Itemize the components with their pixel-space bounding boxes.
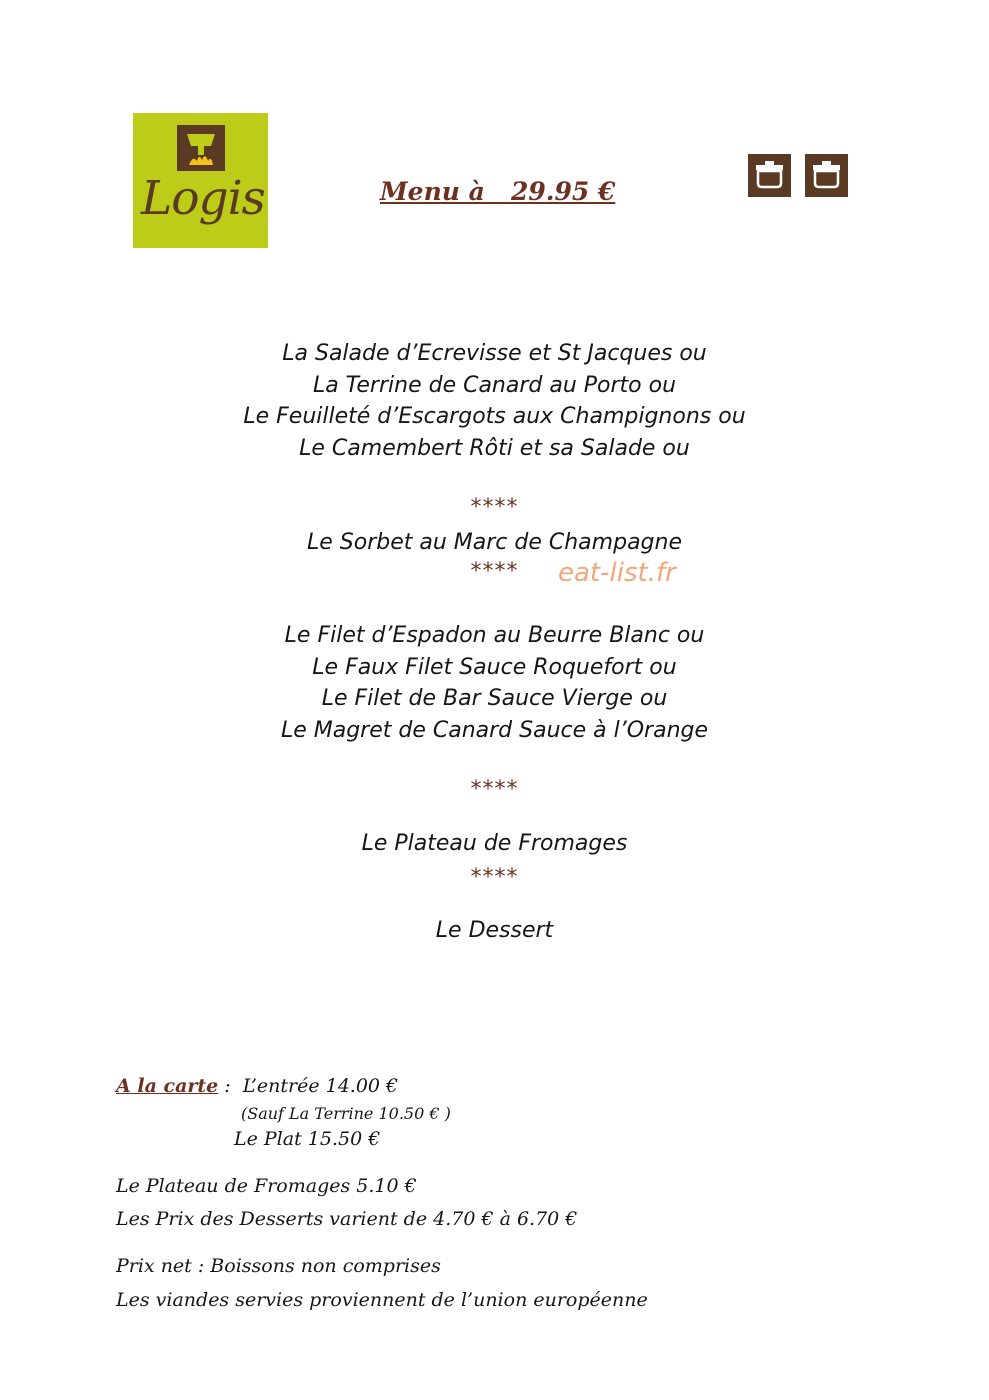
plat-price: Le Plat 15.50 € xyxy=(234,1128,381,1150)
separator-stars: **** xyxy=(470,865,519,890)
plat-item: Le Filet de Bar Sauce Vierge ou xyxy=(321,686,668,711)
entree-price: L’entrée 14.00 € xyxy=(242,1075,399,1097)
entree-item: La Salade d’Ecrevisse et St Jacques ou xyxy=(282,341,707,366)
a-la-carte-line xyxy=(116,1075,398,1097)
logo-wordmark: Logis xyxy=(141,171,265,226)
menu-title: Menu à 29.95 € xyxy=(380,177,616,206)
separator-stars: **** xyxy=(470,559,519,584)
entree-item: Le Camembert Rôti et sa Salade ou xyxy=(299,436,690,461)
plat-item: Le Magret de Canard Sauce à l’Orange xyxy=(280,718,709,743)
prix-net-note: Prix net : Boissons non comprises xyxy=(116,1255,441,1277)
watermark: eat-list.fr xyxy=(558,558,676,588)
desserts-price: Les Prix des Desserts varient de 4.70 € à 6.70 € xyxy=(116,1208,578,1230)
plat-item: Le Filet d’Espadon au Beurre Blanc ou xyxy=(284,623,705,648)
cooking-pot-icon xyxy=(805,154,848,197)
viandes-origin-note: Les viandes servies proviennent de l’union européenne xyxy=(116,1289,648,1311)
fromages-price: Le Plateau de Fromages 5.10 € xyxy=(116,1175,417,1197)
lamp-fire-icon xyxy=(177,125,225,171)
separator-stars: **** xyxy=(470,777,519,802)
entree-item: La Terrine de Canard au Porto ou xyxy=(312,373,677,398)
a-la-carte-separator: : xyxy=(218,1075,243,1097)
dessert-item: Le Dessert xyxy=(435,918,554,943)
cooking-pot-icon xyxy=(748,154,791,197)
sorbet-item: Le Sorbet au Marc de Champagne xyxy=(307,530,682,555)
fromages-item: Le Plateau de Fromages xyxy=(361,831,628,856)
logis-logo xyxy=(133,113,268,248)
entree-item: Le Feuilleté d’Escargots aux Champignons ou xyxy=(243,404,746,429)
separator-stars: **** xyxy=(470,495,519,520)
plat-item: Le Faux Filet Sauce Roquefort ou xyxy=(312,655,677,680)
entree-price-note: (Sauf La Terrine 10.50 € ) xyxy=(241,1104,451,1123)
a-la-carte-label: A la carte xyxy=(116,1075,219,1097)
